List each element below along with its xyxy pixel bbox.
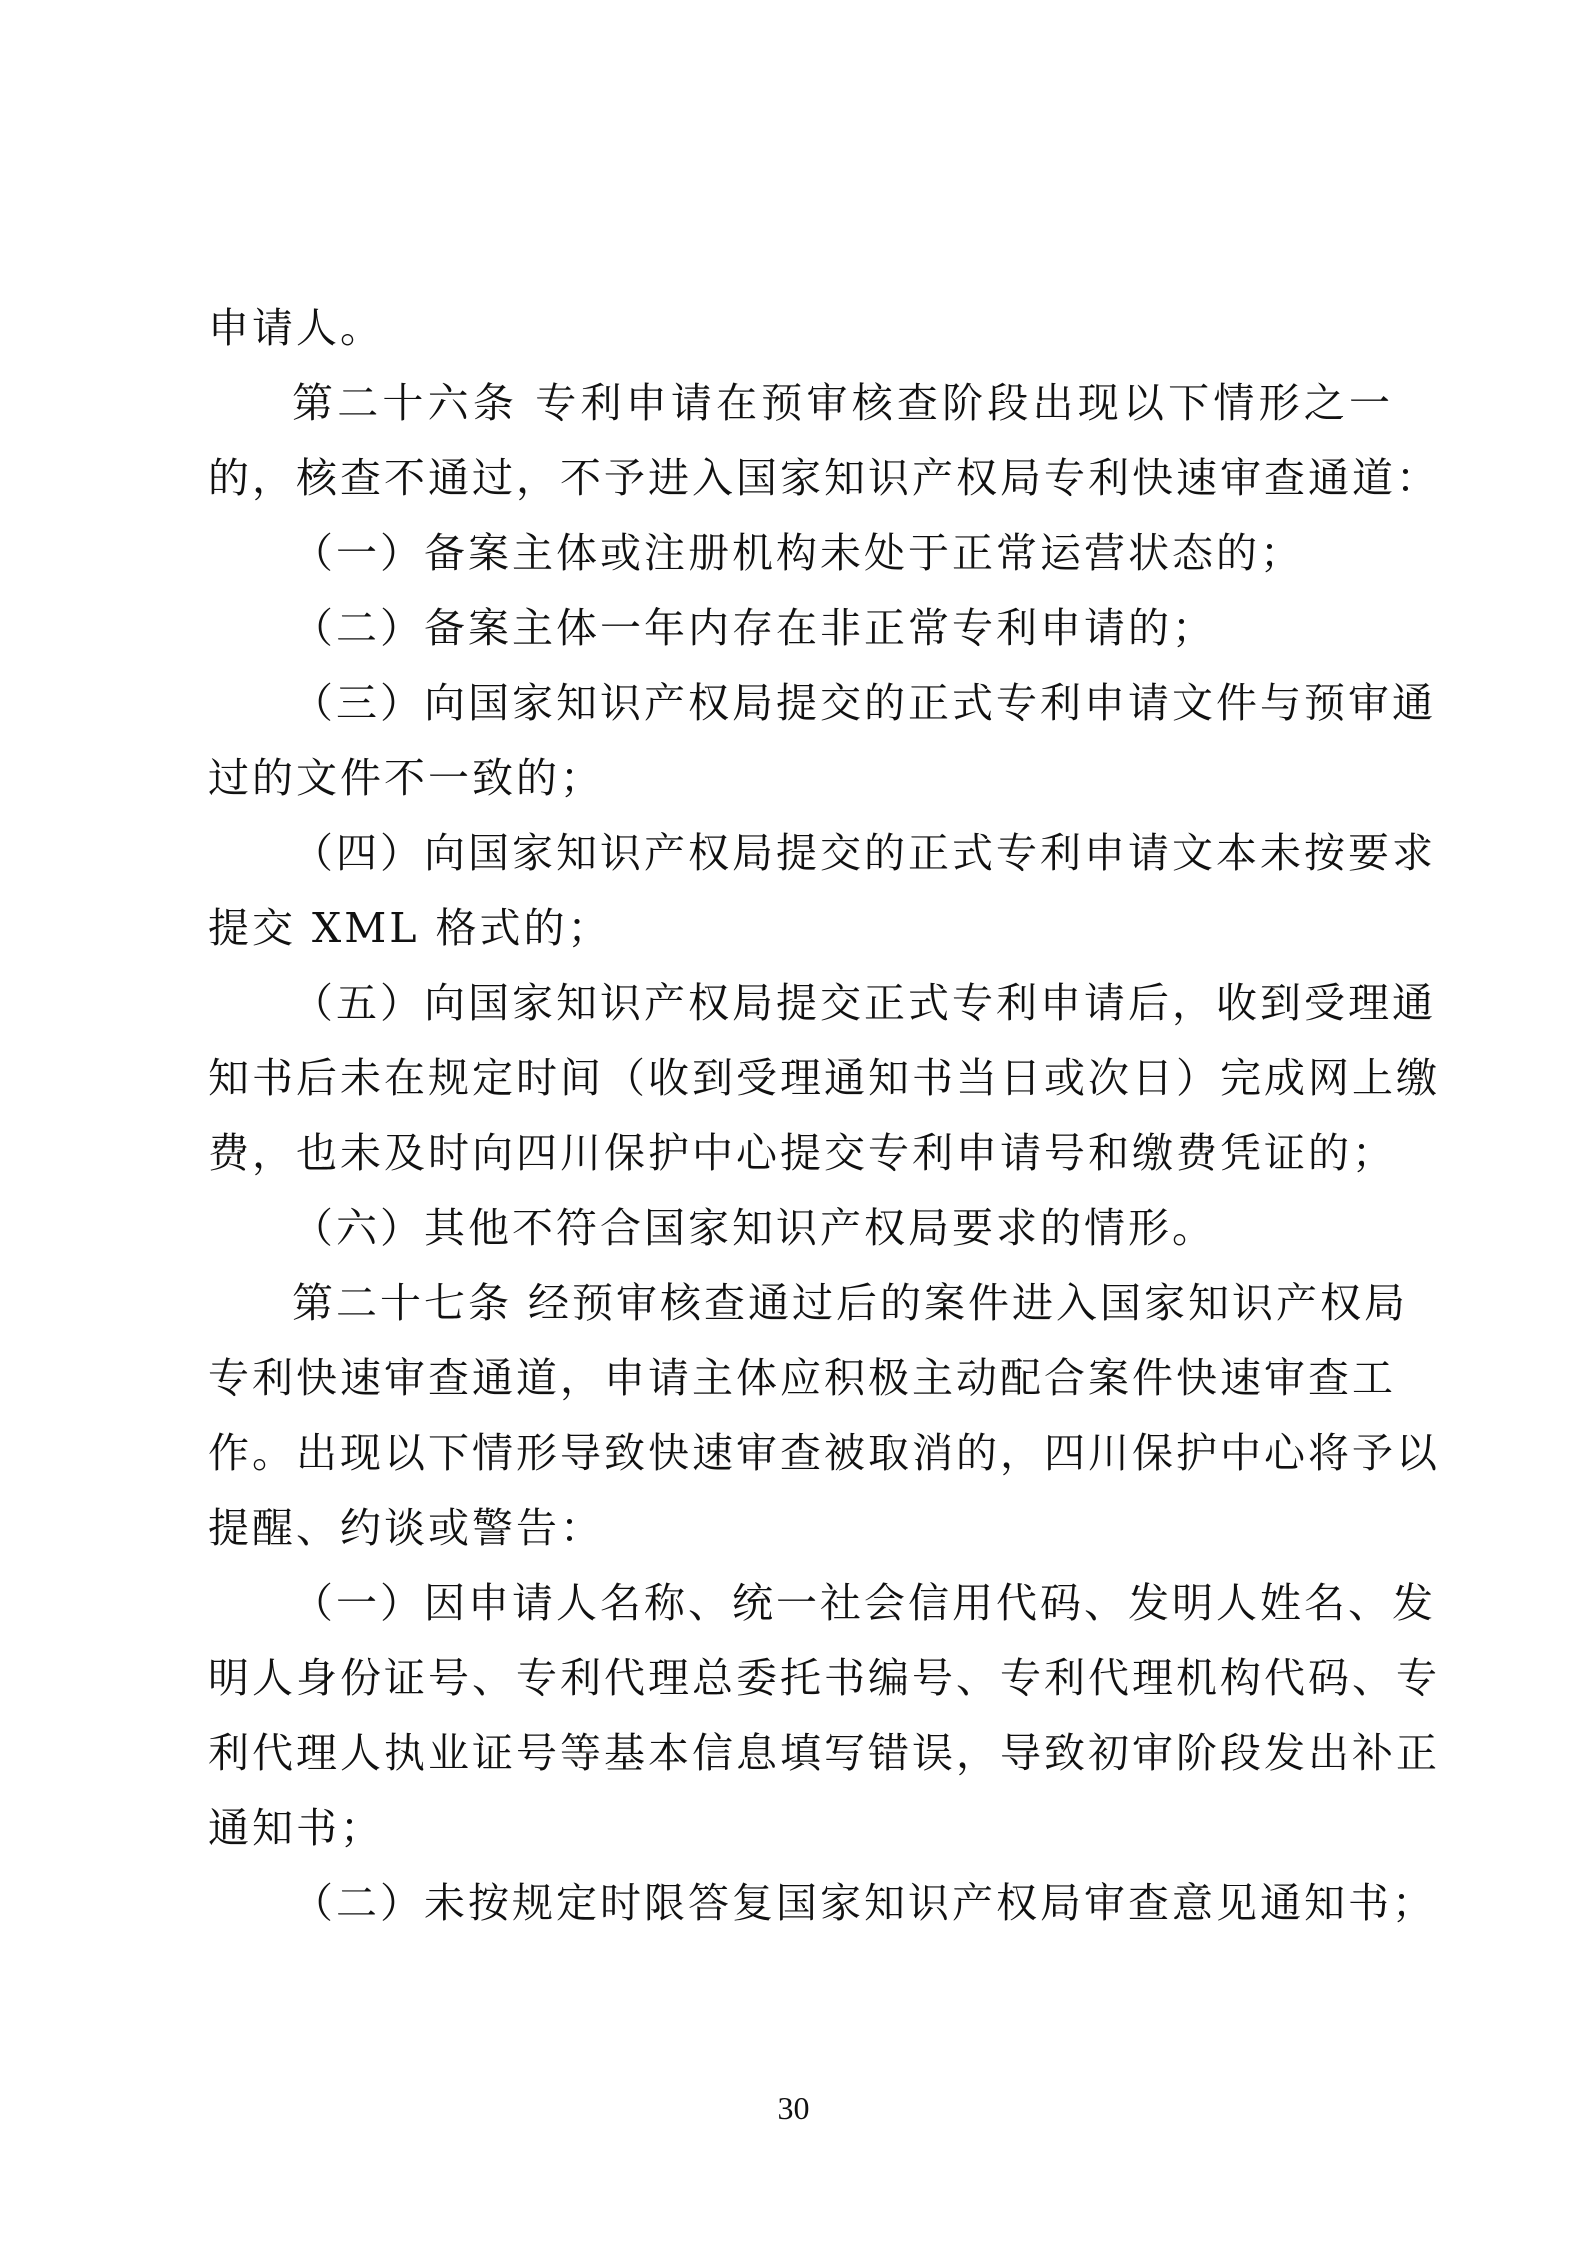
text-line: 提醒、约谈或警告： <box>208 1504 604 1552</box>
list-item-1: （一）备案主体或注册机构未处于正常运营状态的； <box>292 529 1304 577</box>
list-item-2: （二）备案主体一年内存在非正常专利申请的； <box>292 604 1216 652</box>
list-item-2: （二）未按规定时限答复国家知识产权局审查意见通知书； <box>292 1879 1436 1927</box>
text-line: 专利快速审查通道，申请主体应积极主动配合案件快速审查工 <box>208 1354 1396 1402</box>
list-item-6: （六）其他不符合国家知识产权局要求的情形。 <box>292 1204 1216 1252</box>
text-line: 过的文件不一致的； <box>208 754 604 802</box>
list-item-3: （三）向国家知识产权局提交的正式专利申请文件与预审通 <box>292 679 1436 727</box>
text-line: 提交 XML 格式的； <box>208 904 612 952</box>
text-line: 利代理人执业证号等基本信息填写错误，导致初审阶段发出补正 <box>208 1729 1440 1777</box>
text-line-continuation: 申请人。 <box>208 304 384 352</box>
list-item-4: （四）向国家知识产权局提交的正式专利申请文本未按要求 <box>292 829 1436 877</box>
text-line: 作。出现以下情形导致快速审查被取消的，四川保护中心将予以 <box>208 1429 1440 1477</box>
article-27-heading-line: 第二十七条 经预审核查通过后的案件进入国家知识产权局 <box>292 1279 1409 1327</box>
text-line: 明人身份证号、专利代理总委托书编号、专利代理机构代码、专 <box>208 1654 1440 1702</box>
page-number: 30 <box>777 2090 810 2126</box>
list-item-5: （五）向国家知识产权局提交正式专利申请后，收到受理通 <box>292 979 1436 1027</box>
list-item-1: （一）因申请人名称、统一社会信用代码、发明人姓名、发 <box>292 1579 1436 1627</box>
text-line: 通知书； <box>208 1804 384 1852</box>
text-line: 费，也未及时向四川保护中心提交专利申请号和缴费凭证的； <box>208 1129 1396 1177</box>
text-line: 的，核查不通过，不予进入国家知识产权局专利快速审查通道： <box>208 454 1440 502</box>
text-line: 知书后未在规定时间（收到受理通知书当日或次日）完成网上缴 <box>208 1054 1440 1102</box>
article-26-heading-line: 第二十六条 专利申请在预审核查阶段出现以下情形之一 <box>292 379 1393 427</box>
